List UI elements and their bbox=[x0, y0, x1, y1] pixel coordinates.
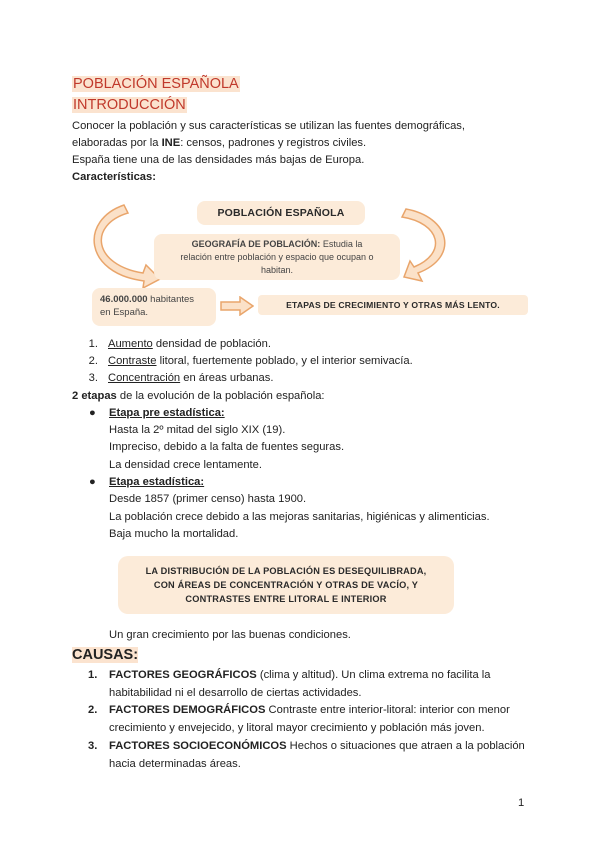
etapa2-line-1: Desde 1857 (primer censo) hasta 1900. bbox=[109, 493, 307, 505]
right-curved-arrow-icon bbox=[402, 209, 445, 281]
distribucion-box: LA DISTRIBUCIÓN DE LA POBLACIÓN ES DESEQUILIBRADA, CON ÁREAS DE CONCENTRACIÓN Y OTRAS DE VACÍO, Y CONTRASTES ENTRE LITORAL E INTERIOR bbox=[118, 556, 454, 614]
list-item: 3. Concentración en áreas urbanas. bbox=[88, 372, 274, 384]
diagram-main-box: POBLACIÓN ESPAÑOLA bbox=[197, 201, 365, 225]
etapa2-line-2: La población crece debido a las mejoras sanitarias, higiénicas y alimenticias. bbox=[109, 511, 490, 523]
causa-number: 1. bbox=[88, 669, 98, 681]
etapa1-line-1: Hasta la 2º mitad del siglo XIX (19). bbox=[109, 424, 286, 436]
caracteristicas-label: Características: bbox=[72, 171, 156, 183]
causas-heading: CAUSAS: bbox=[72, 647, 139, 663]
intro-line-2: elaboradas por la INE: censos, padrones y registros civiles. bbox=[72, 137, 367, 149]
page-number: 1 bbox=[518, 797, 525, 809]
list-item: 2. Contraste litoral, fuertemente poblado, y el interior semivacía. bbox=[88, 355, 413, 367]
etapa1-line-3: La densidad crece lentamente. bbox=[109, 459, 262, 471]
intro-line-3: España tiene una de las densidades más bajas de Europa. bbox=[72, 154, 365, 166]
diagram-habitantes-box: 46.000.000 habitantes en España. bbox=[92, 288, 216, 326]
bullet-icon: ● bbox=[89, 476, 96, 488]
section-heading-introduccion: INTRODUCCIÓN bbox=[73, 97, 186, 113]
bullet-icon: ● bbox=[89, 407, 96, 419]
causa-number: 3. bbox=[88, 740, 98, 752]
etapa2-line-3: Baja mucho la mortalidad. bbox=[109, 528, 239, 540]
etapa1-line-2: Impreciso, debido a la falta de fuentes seguras. bbox=[109, 441, 345, 453]
etapa2-title: Etapa estadística: bbox=[109, 476, 205, 488]
causa-item-line-1: FACTORES SOCIOECONÓMICOS Hechos o situaciones que atraen a la población bbox=[109, 740, 525, 752]
left-curved-arrow-icon bbox=[94, 205, 160, 288]
etapa1-title: Etapa pre estadística: bbox=[109, 407, 225, 419]
etapas-intro: 2 etapas de la evolución de la población española: bbox=[72, 390, 325, 402]
list-item: 1. Aumento densidad de población. bbox=[88, 338, 271, 350]
causa-number: 2. bbox=[88, 704, 98, 716]
crecimiento-text: Un gran crecimiento por las buenas condiciones. bbox=[109, 629, 351, 641]
causa-item-line-2: habitabilidad ni el desarrollo de ciertas actividades. bbox=[109, 687, 362, 699]
diagram-etapas-box: ETAPAS DE CRECIMIENTO Y OTRAS MÁS LENTO. bbox=[258, 295, 528, 315]
causa-item-line-2: hacia determinadas áreas. bbox=[109, 758, 241, 770]
causa-item-line-2: crecimiento y envejecido, y litoral mayor crecimiento y población más joven. bbox=[109, 722, 485, 734]
page-title: POBLACIÓN ESPAÑOLA bbox=[73, 76, 239, 92]
diagram-geografia-box: GEOGRAFÍA DE POBLACIÓN: Estudia la relación entre población y espacio que ocupan o habitan. bbox=[154, 234, 400, 280]
causa-item-line-1: FACTORES DEMOGRÁFICOS Contraste entre interior-litoral: interior con menor bbox=[109, 704, 510, 716]
right-arrow-icon bbox=[220, 296, 254, 316]
causa-item-line-1: FACTORES GEOGRÁFICOS (clima y altitud). Un clima extrema no facilita la bbox=[109, 669, 491, 681]
intro-line-1: Conocer la población y sus características se utilizan las fuentes demográficas, bbox=[72, 120, 465, 132]
